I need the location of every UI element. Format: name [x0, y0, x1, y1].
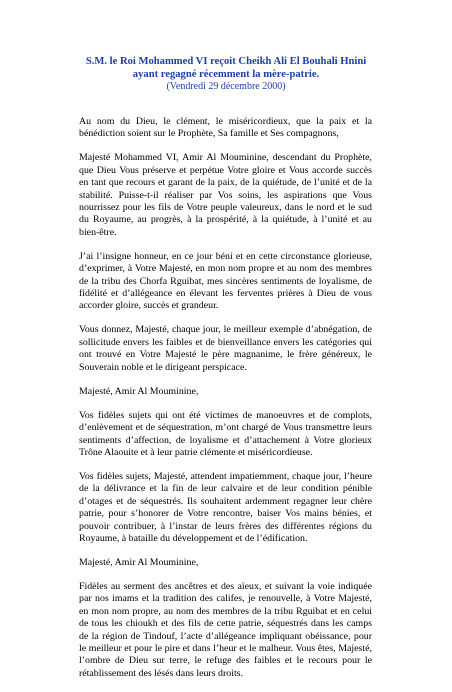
document-date: (Vendredi 29 décembre 2000) [166, 81, 286, 92]
paragraph-victims: Vos fidèles sujets qui ont été victimes de manoeuvres et de complots, d’enlèvement et de séquestration, m’ont chargé de Vous transmettre leurs sentiments d’affection, de loyalisme et d’attachement à Votre glorieux Trône Alaouite et à leur patrie clémente et miséricordieuse. [79, 409, 372, 458]
paragraph-salutation-2: Majesté, Amir Al Mouminine, [79, 556, 199, 568]
paragraph-deliverance: Vos fidèles sujets, Majesté, attendent impatiemment, chaque jour, l’heure de la délivrance et la fin de leur calvaire et de leur condition pénible d’otages et de séquestrés. Ils souhaitent ardemment regagner leur chère patrie, pour s’honorer de Votre rencontre, baiser Vos mains bénies, et pouvoir contribuer, à l’instar de leurs frères des différentes régions du Royaume, à bataille du développement et de l’édification. [79, 470, 372, 544]
paragraph-invocation: Au nom du Dieu, le clément, le miséricordieux, que la paix et la bénédiction soient sur le Prophète, Sa famille et Ses compagnons, [79, 116, 372, 140]
document-header [72, 55, 380, 93]
paragraph-allegiance: Fidèles au serment des ancêtres et des aïeux, et suivant la voie indiquée par nos imams et la tradition des califes, je renouvelle, à Votre Majesté, en mon nom propre, au nom des membres de la tribu Rguibat et en celui de tous les chioukh et des fils de cette patrie, séquestrés dans les camps de la région de Tindouf, l’acte d’allégeance impliquant obéissance, pour le meilleur et pour le pire et dans l’heur et le malheur. Vous êtes, Majesté, l’ombre de Dieu sur terre, le refuge des faibles et le recours pour le rétablissement des lésés dans leurs droits. [79, 580, 372, 679]
paragraph-salutation: Majesté, Amir Al Mouminine, [79, 385, 199, 397]
paragraph-example: Vous donnez, Majesté, chaque jour, le meilleur exemple d’abnégation, de sollicitude envers les faibles et de bienveillance envers les catégories qui ont trouvé en Votre Majesté le père magnanime, le frère généreux, le Souverain noble et le dirigeant perspicace. [79, 324, 372, 373]
document-title-line2: ayant regagné récemment la mère-patrie. [132, 69, 320, 80]
document-body [79, 116, 372, 692]
paragraph-honour: J’ai l’insigne honneur, en ce jour béni et en cette circonstance glorieuse, d’exprimer, à Votre Majesté, en mon nom propre et au nom des membres de la tribu des Chorfa Rguibat, mes sincères sentiments de loyalisme, de fidélité et d’allégeance en élevant les ferventes prières à Dieu de vous accorder gloire, succès et grandeur. [79, 250, 372, 312]
paragraph-majesty-address: Majesté Mohammed VI, Amir Al Mouminine, descendant du Prophète, que Dieu Vous préserve et perpétue Votre gloire et Vous accorde succès en tant que recours et garant de la paix, de la quiétude, de l’unité et de la stabilité. Puisse-t-il réaliser par Vos soins, les aspirations que Vous nourrissez pour les fils de Votre peuple valeureux, dans le nord et le sud du Royaume, au progrès, à la prospérité, à la quiétude, à l’unité et au bien-être. [79, 152, 372, 238]
document-title-line1: S.M. le Roi Mohammed VI reçoit Cheikh Ali El Bouhali Hnini [85, 56, 367, 67]
